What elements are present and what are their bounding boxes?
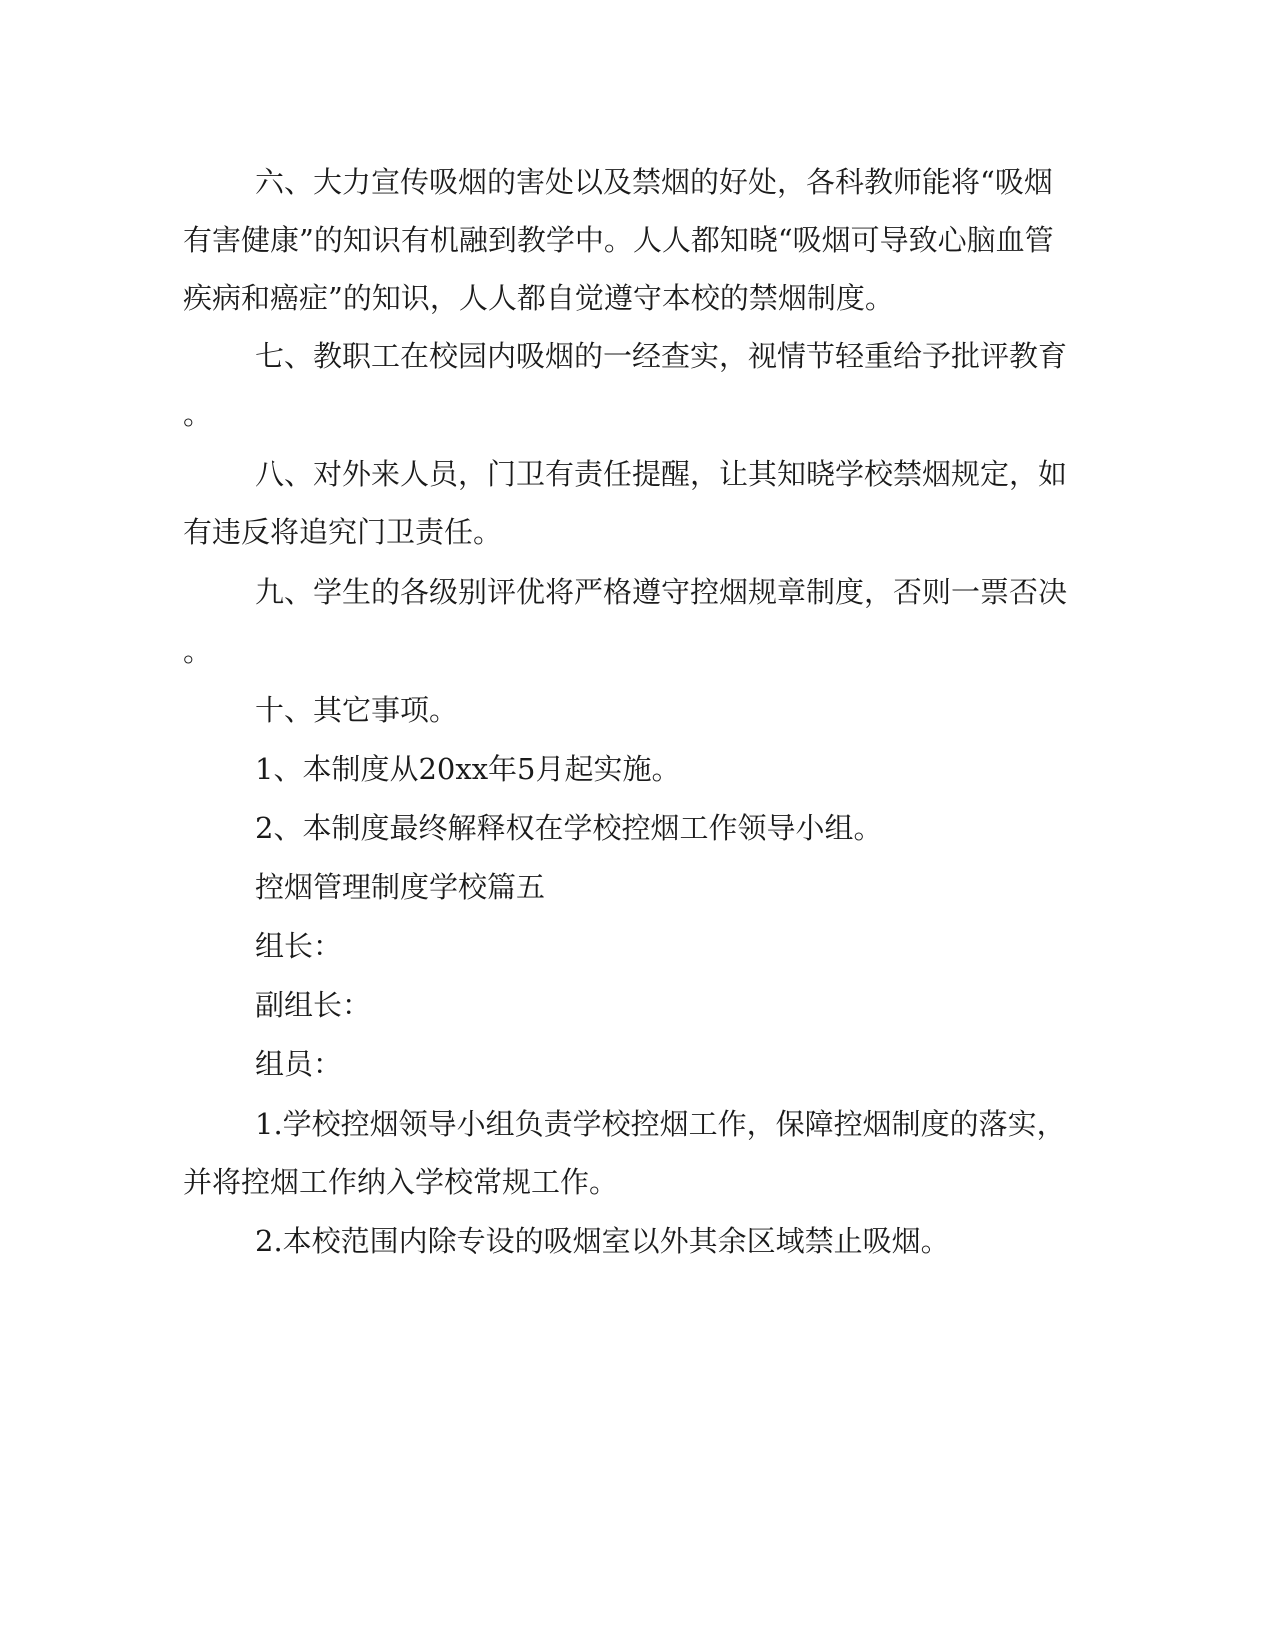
section-heading: 控烟管理制度学校篇五 bbox=[255, 870, 546, 904]
paragraph-nine-line-2: 。 bbox=[183, 634, 213, 668]
paragraph-seven-line-2: 。 bbox=[183, 397, 213, 431]
paragraph-eight-line-1: 八、对外来人员，门卫有责任提醒，让其知晓学校禁烟规定，如 bbox=[255, 457, 1068, 491]
rule-1-line-1: 1.学校控烟领导小组负责学校控烟工作，保障控烟制度的落实， bbox=[255, 1107, 1066, 1141]
rule-1-line-2: 并将控烟工作纳入学校常规工作。 bbox=[183, 1165, 619, 1199]
paragraph-eight-line-2: 有违反将追究门卫责任。 bbox=[183, 515, 503, 549]
rule-2: 2.本校范围内除专设的吸烟室以外其余区域禁止吸烟。 bbox=[255, 1224, 950, 1258]
item-2: 2、本制度最终解释权在学校控烟工作领导小组。 bbox=[255, 811, 883, 845]
paragraph-six-line-2: 有害健康”的知识有机融到教学中。人人都知晓“吸烟可导致心脑血管 bbox=[183, 223, 1054, 257]
paragraph-ten: 十、其它事项。 bbox=[255, 693, 459, 727]
paragraph-six-line-1: 六、大力宣传吸烟的害处以及禁烟的好处，各科教师能将“吸烟 bbox=[255, 165, 1053, 199]
members-label: 组员： bbox=[255, 1047, 343, 1081]
deputy-leader-label: 副组长： bbox=[255, 988, 372, 1022]
paragraph-six-line-3: 疾病和癌症”的知识，人人都自觉遵守本校的禁烟制度。 bbox=[183, 281, 894, 315]
paragraph-nine-line-1: 九、学生的各级别评优将严格遵守控烟规章制度，否则一票否决 bbox=[255, 575, 1068, 609]
item-1: 1、本制度从20xx年5月起实施。 bbox=[255, 752, 681, 786]
group-leader-label: 组长： bbox=[255, 929, 343, 963]
paragraph-seven-line-1: 七、教职工在校园内吸烟的一经查实，视情节轻重给予批评教育 bbox=[255, 339, 1068, 373]
